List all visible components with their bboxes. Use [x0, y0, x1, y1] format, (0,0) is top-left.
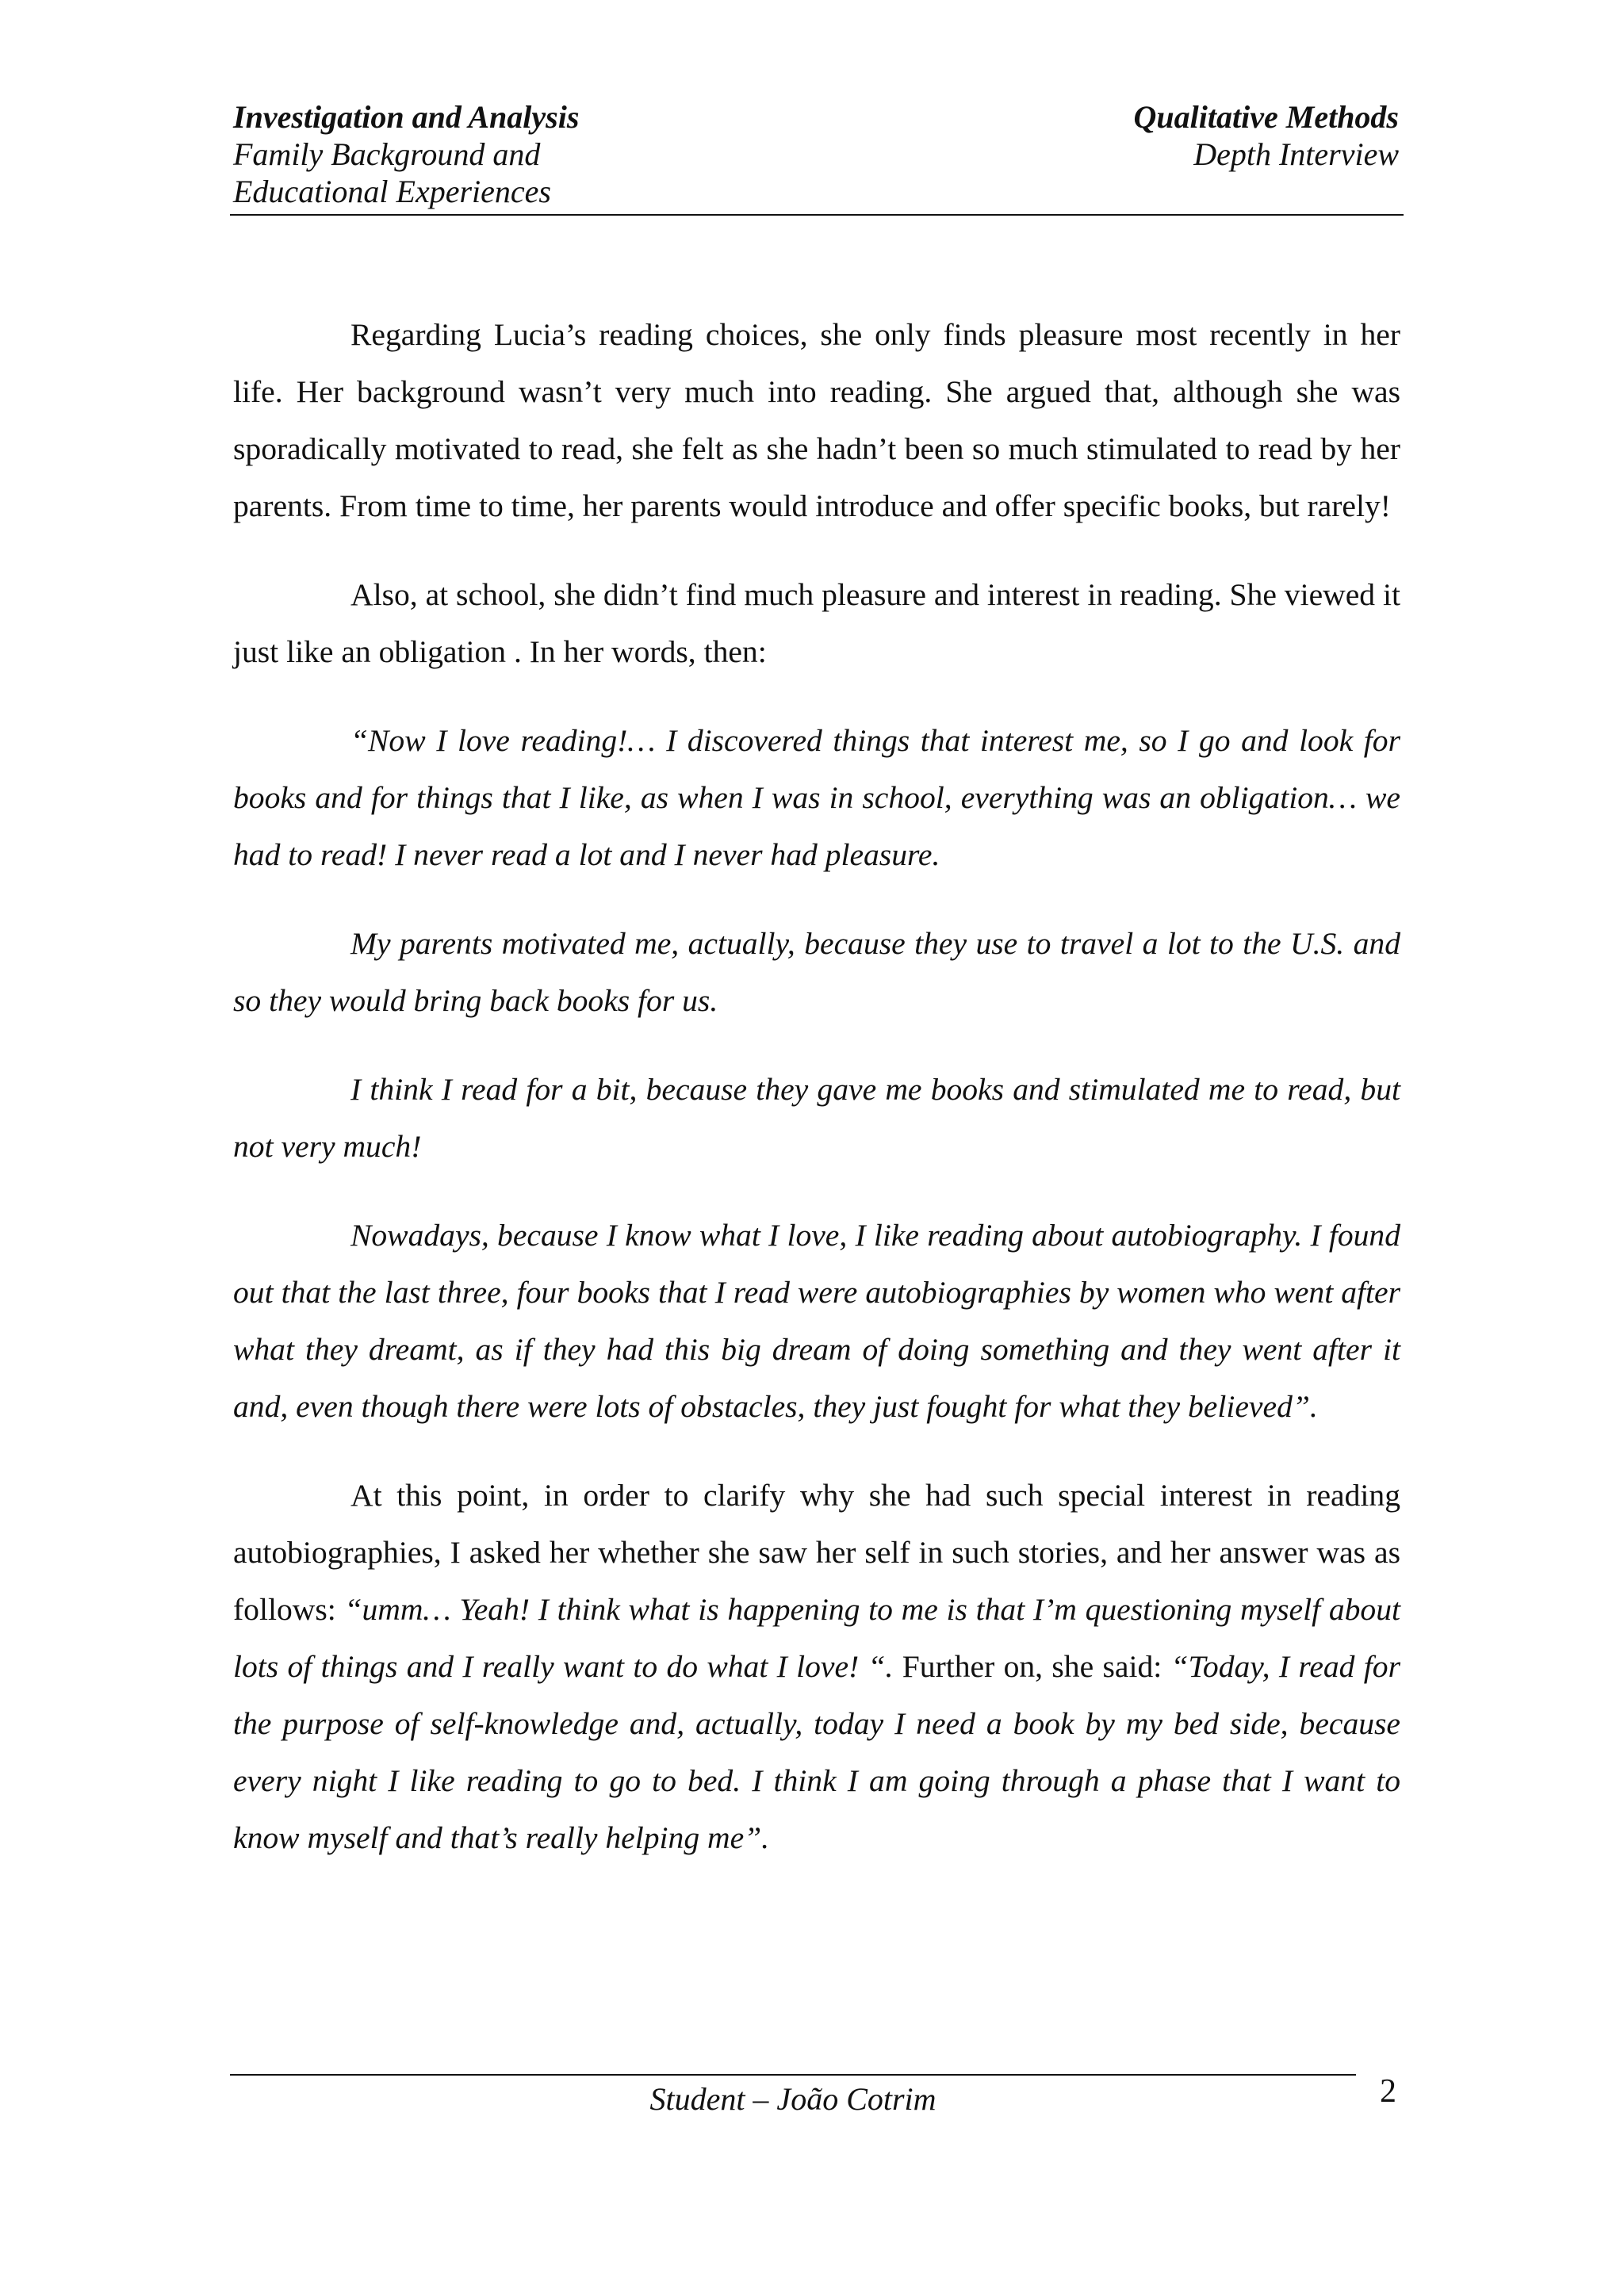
page-number: 2 [1380, 2073, 1396, 2110]
quote-questioning: “umm… Yeah! I think what is happening to me is that I’m questioning myself about lots of things and I really want to do what I love! “. [233, 1592, 1400, 1684]
document-body [233, 306, 1400, 1898]
paragraph-school: Also, at school, she didn’t find much pleasure and interest in reading. She viewed it just like an obligation . In her words, then: [233, 577, 1400, 669]
header-left [233, 98, 579, 210]
paragraph-clarification [233, 1467, 1400, 1866]
quote-read-a-bit: I think I read for a bit, because they gave me books and stimulated me to read, but not very much! [233, 1072, 1400, 1164]
method-title: Qualitative Methods [1133, 99, 1399, 135]
quote-parents: My parents motivated me, actually, because they use to travel a lot to the U.S. and so they would bring back books for us. [233, 926, 1400, 1018]
topic-line-2: Educational Experiences [233, 174, 551, 209]
quote-self-knowledge: “Today, I read for the purpose of self-knowledge and, actually, today I need a book by my bed side, because every night I like reading to go to bed. I think I am going through a phase that I want to know myself and that’s really helping me”. [233, 1649, 1400, 1855]
footer-student: Student – João Cotrim [649, 2081, 936, 2117]
method-subtitle: Depth Interview [1193, 136, 1399, 172]
page-header [230, 98, 1404, 216]
header-right [1134, 98, 1399, 173]
quote-autobiography: Nowadays, because I know what I love, I like reading about autobiography. I found out that the last three, four books that I read were autobiographies by women who went after what they dreamt, as if they had this big dream of doing something and they went after it and, even though there were lots of obstacles, they just fought for what they believed”. [233, 1218, 1400, 1424]
quote-love-reading: “Now I love reading!… I discovered things that interest me, so I go and look for books and for things that I like, as when I was in school, everything was an obligation… we had to read! I never read a lot and I never had pleasure. [233, 723, 1400, 872]
course-title: Investigation and Analysis [233, 99, 580, 135]
further-on-text: Further on, she said: [893, 1649, 1171, 1684]
clarification-text: At this point, in order to clarify why she had such special interest in reading autobiographies, I asked her whether she saw her self in such stories, and her answer was as follows: [233, 1478, 1400, 1627]
topic-line-1: Family Background and [233, 136, 541, 172]
paragraph-reading-choices: Regarding Lucia’s reading choices, she only finds pleasure most recently in her life. Her background wasn’t very much into reading. She argued that, although she was sporadically motivated to read, she felt as she hadn’t been so much stimulated to read by her parents. From time to time, her parents would introduce and offer specific books, but rarely! [233, 317, 1400, 523]
footer-rule [230, 2074, 1356, 2076]
